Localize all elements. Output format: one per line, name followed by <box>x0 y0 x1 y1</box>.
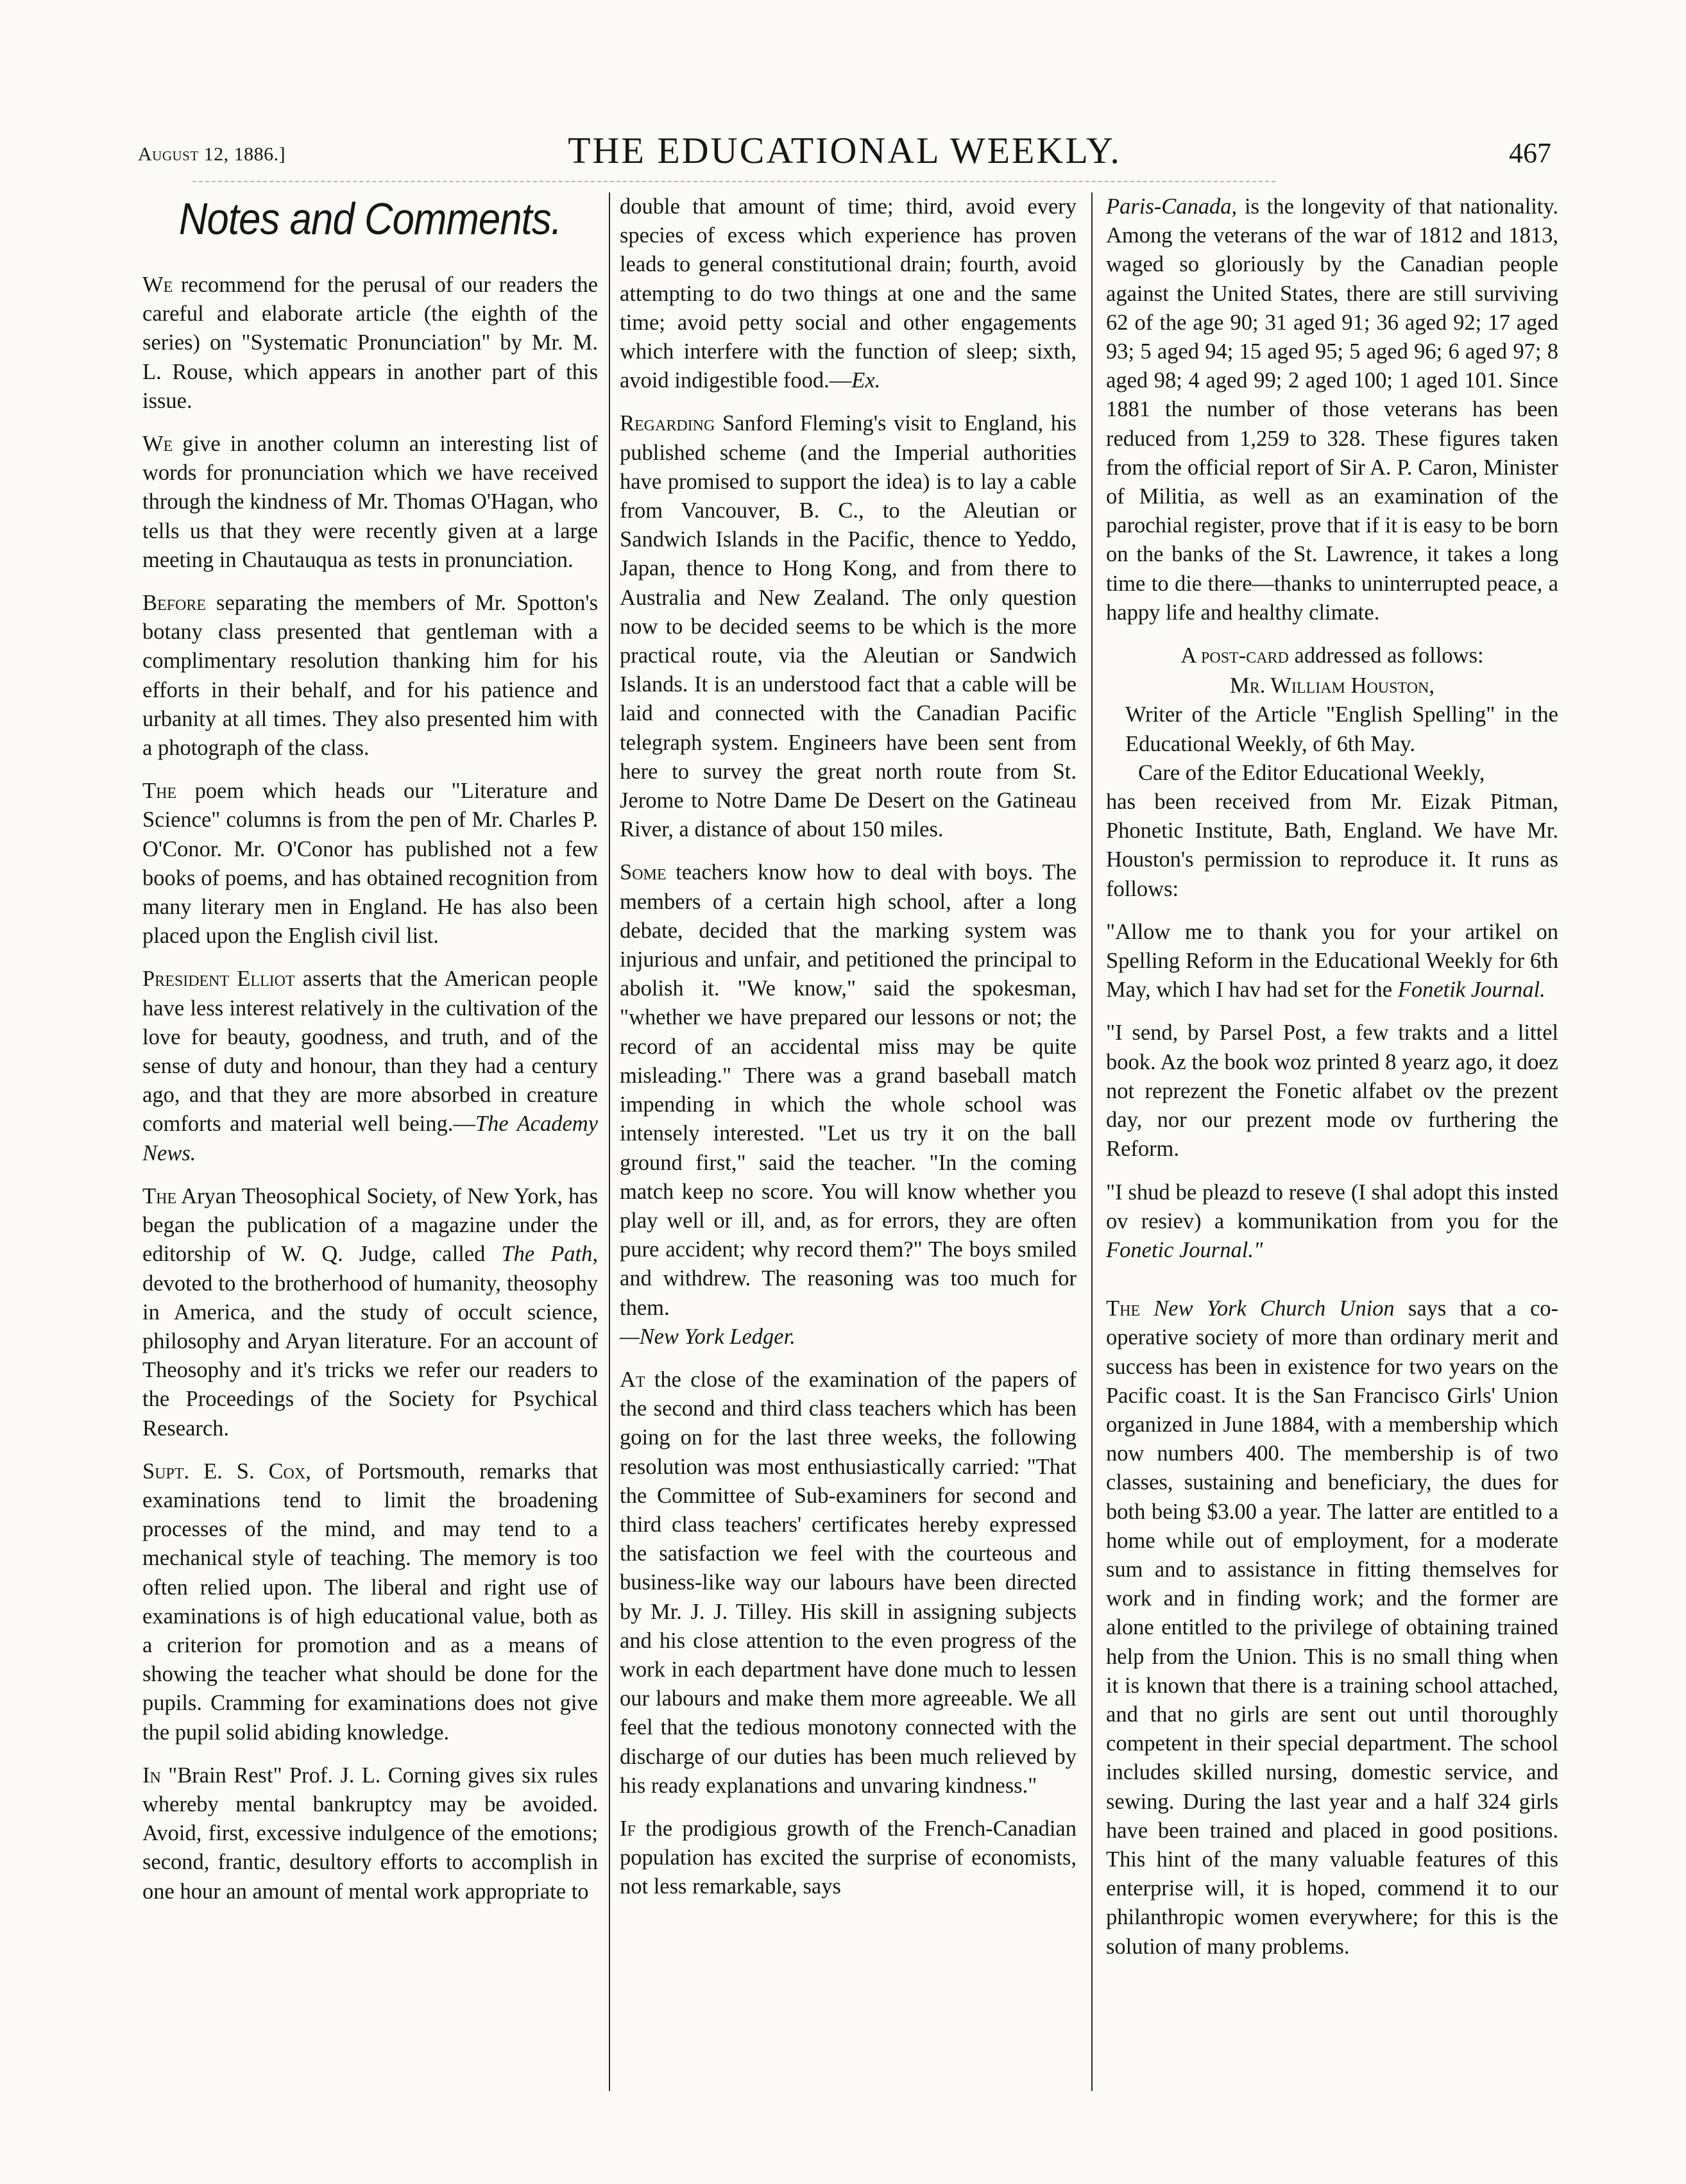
lead-in: The <box>1106 1296 1141 1321</box>
paragraph <box>142 1761 598 1906</box>
column-divider <box>1091 192 1093 2091</box>
paragraph-text: Sanford Fleming's visit to England, his published scheme (and the Imperial authorities have promised to support the idea) is to lay a cable from Vancouver, B. C., to the Aleutian or Sandwich Islands in the Pacific, thence to Yeddo, Japan, thence to Hong Kong, and from there to Australia and New Zealand. The only question now to be decided seems to be which is the more practical route, via the Aleutian or Sandwich Islands. It is an understood fact that a cable will be laid and connected with the Canadian Pacific telegraph system. Engineers have been sent from here to survey the great north route from St. Jerome to Notre Dame De Desert on the Gatineau River, a distance of about 150 miles. <box>620 411 1077 842</box>
paragraph: has been received from Mr. Eizak Pitman, Phonetic Institute, Bath, England. We have Mr. Houston's permission to reproduce it. It runs as follows: <box>1106 790 1558 901</box>
italic-title: Fonetic Journal." <box>1106 1237 1263 1262</box>
paragraph-text: is the longevity of that nationality. Among the veterans of the war of 1812 and 1813, waged so gloriously by the Canadian people against the United States, there are still surviving 62 of the age 90; 31 aged 91; 36 aged 92; 17 aged 93; 5 aged 94; 15 aged 95; 5 aged 96; 6 aged 97; 8 aged 98; 4 aged 99; 2 aged 100; 1 aged 101. Since 1881 the number of those veterans has been reduced from 1,259 to 328. These figures taken from the official report of Sir A. P. Caron, Minister of Militia, as well as an examination of the parochial register, prove that if it is easy to be born on the banks of the St. Lawrence, it takes a long time to die there—thanks to uninterrupted peace, a happy life and healthy climate. <box>1106 194 1558 625</box>
page-header <box>138 121 1551 172</box>
paragraph-text: devoted to the brotherhood of humanity, theosophy in America, and the study of occult science, philosophy and Aryan literature. For an account of Theosophy and it's tricks we refer our readers to the Proceedings of the Society for Psychical Research. <box>142 1271 598 1441</box>
quote-text: "I shud be pleazd to reseve (I shal adopt this insted ov resiev) a kommunikation from you for the <box>1106 1180 1558 1233</box>
quote-paragraph <box>1106 1178 1558 1266</box>
paragraph <box>142 1182 598 1443</box>
quote-paragraph: "I send, by Parsel Post, a few trakts and a littel book. Az the book woz printed 8 yearz ago, it doez not reprezent the Fonetic alfabet ov the prezent day, nor our prezent mode ov furthering the Reform. <box>1106 1020 1558 1162</box>
paragraph <box>142 271 598 416</box>
issue-date: August 12, 1886.] <box>138 144 286 165</box>
paragraph-text: "Brain Rest" Prof. J. L. Corning gives six rules whereby mental bankruptcy may be avoided. Avoid, first, excessive indulgence of the emotions; second, frantic, desultory efforts to accomplish in one hour an amount of mental work appropriate to <box>142 1763 598 1904</box>
paragraph-text: give in another column an interesting list of words for pronunciation which we have received through the kindness of Mr. Thomas O'Hagan, who tells us that they were recently given at a large meeting in Chautauqua as tests in pronunciation. <box>142 432 599 572</box>
paragraph-text: addressed as follows: <box>1294 643 1484 668</box>
lead-in: President Elliot <box>142 967 295 992</box>
paragraph <box>142 965 598 1167</box>
paragraph-text: asserts that the American people have less interest relatively in the cultivation of the love for beauty, goodness, and truth, and of the sense of duty and honour, than they had a century ago, and that they are more absorbed in creature comforts and material well being.— <box>142 967 599 1137</box>
paragraph-text: double that amount of time; third, avoid every species of excess which experience has proven leads to general constitutional drain; fourth, avoid attempting to do two things at one and the same time; avoid petty social and other engagements which interfere with the function of sleep; sixth, avoid indigestible food.— <box>620 194 1077 393</box>
paragraph-text: the prodigious growth of the French-Canadian population has excited the surprise of economists, not less remarkable, says <box>620 1816 1077 1899</box>
paragraph-text: Aryan Theosophical Society, of New York, has began the publication of a magazine under the editorship of W. Q. Judge, called <box>142 1183 598 1267</box>
lead-in: Some <box>620 860 667 885</box>
lead-in: The <box>142 1183 177 1208</box>
paragraph <box>620 409 1077 844</box>
italic-title: The Path, <box>501 1242 598 1267</box>
source-citation: The Academy News. <box>142 1112 599 1165</box>
lead-in: Regarding <box>620 411 715 436</box>
italic-title: New York Church Union <box>1154 1296 1395 1321</box>
paragraph <box>142 430 598 575</box>
italic-title: Paris-Canada, <box>1106 194 1238 219</box>
column-2 <box>620 192 1077 1916</box>
column-1 <box>142 192 598 1920</box>
section-heading: Notes and Comments. <box>178 194 562 244</box>
paragraph-text: teachers know how to deal with boys. The members of a certain high school, after a long debate, decided that the marking system was injurious and unfair, and petitioned the principal to abolish it. "We know," said the spokesman, "whether we have prepared our lessons or not; the record of an accidental miss may be quite misleading." There was a grand baseball match impending in which the whole school was intensely interested. "Let us try it on the ball ground first," said the teacher. "In the coming match keep no score. You will know whether you play well or ill, and, as for errors, they are often pure accident; why record them?" The boys smiled and withdrew. The reasoning was too much for them. <box>620 860 1077 1320</box>
paragraph <box>142 589 598 763</box>
lead-in: Before <box>142 591 207 616</box>
addressee: Mr. William Houston, <box>1230 673 1435 698</box>
column-3 <box>1106 192 1558 1976</box>
paragraph <box>1106 1294 1558 1961</box>
paragraph-text: says that a co-operative society of more than ordinary merit and success has been in existence for two years on the Pacific coast. It is the San Francisco Girls' Union organized in June 1884, with a membership which now numbers 400. The membership is of two classes, sustaining and beneficiary, the dues for both being $3.00 a year. The latter are entitled to a home while out of employment, for a moderate sum and to assistance in fitting themselves for work and in finding work; and the former are alone entitled to the privilege of obtaining trained help from the Union. This is no small thing when it is known that there is a training school attached, and that no girls are sent out until thoroughly competent in their special department. The school includes skilled nursing, domestic service, and sewing. During the last year and a half 324 girls have been trained and placed in good positions. This hint of the many valuable features of this enterprise will, it is hoped, commend it to our philanthropic women everywhere; for this is the solution of many problems. <box>1106 1296 1558 1959</box>
column-divider <box>609 192 610 2091</box>
paragraph <box>142 1457 598 1747</box>
italic-title: Fonetik Journal. <box>1397 978 1546 1003</box>
paragraph <box>142 777 598 951</box>
lead-in: If <box>620 1816 636 1841</box>
paragraph-text: separating the members of Mr. Spotton's botany class presented that gentleman with a complimentary resolution thanking him for his efforts in their behalf, and for his patience and urbanity at all times. They also presented him with a photograph of the class. <box>142 591 598 761</box>
lead-in: In <box>142 1763 161 1788</box>
lead-in: We <box>142 432 173 457</box>
lead-in: At <box>620 1367 645 1392</box>
address-line: Care of the Editor Educational Weekly, <box>1138 760 1485 785</box>
lead-in: The <box>142 779 177 804</box>
lead-in: A post-card <box>1180 643 1289 668</box>
paragraph-text: of Portsmouth, remarks that examinations tend to limit the broadening processes of the mind, and may tend to a mechanical style of teaching. The memory is too often relied upon. The liberal and right use of examinations is of high educational value, both as a criterion for promotion and as a means of showing the teacher what should be done for the pupils. Cramming for examinations does not give the pupil solid abiding knowledge. <box>142 1459 599 1745</box>
lead-in: Supt. E. S. Cox, <box>142 1459 311 1484</box>
paragraph <box>620 1366 1077 1800</box>
lead-in: We <box>142 273 173 297</box>
quote-paragraph <box>1106 918 1558 1005</box>
source-citation: —New York Ledger. <box>620 1324 796 1349</box>
source-citation: Ex. <box>851 368 881 393</box>
paragraph-text: recommend for the perusal of our readers the careful and elaborate article (the eighth of the series) on "Systematic Pronunciation" by Mr. M. L. Rouse, which appears in another part of this issue. <box>142 273 598 413</box>
paragraph <box>1106 192 1558 627</box>
paragraph <box>620 192 1077 395</box>
address-line: Writer of the Article "English Spelling" in the Educational Weekly, of 6th May. <box>1125 702 1558 756</box>
header-rule <box>192 181 1275 182</box>
paragraph <box>1106 641 1558 670</box>
paragraph-text: the close of the examination of the papers of the second and third class teachers which has been going on for the last three weeks, the following resolution was most enthusiastically carried: "That the Committee of Sub-examiners for second and third class teachers' certificates hereby expressed the satisfaction we feel with the courteous and business-like way our labours have been directed by Mr. J. J. Tilley. His skill in assigning subjects and his close attention to the even progress of the work in each department have done much to lessen our labours and make them more agreeable. We all feel that the tedious monotony connected with the discharge of our duties has been much relieved by his ready explanations and unvaring kindness." <box>620 1367 1077 1798</box>
quote-text: "Allow me to thank you for your artikel on Spelling Reform in the Educational Weekly for 6th May, which I hav had set for the <box>1106 919 1558 1003</box>
page-number: 467 <box>1509 137 1551 169</box>
paragraph <box>620 1815 1077 1902</box>
paragraph-text: poem which heads our "Literature and Science" columns is from the pen of Mr. Charles P. O'Conor. Mr. O'Conor has published not a few books of poems, and has obtained recognition from many literary men in England. He has also been placed upon the English civil list. <box>142 779 598 949</box>
paragraph <box>620 858 1077 1351</box>
publication-title: THE EDUCATIONAL WEEKLY. <box>568 130 1121 171</box>
